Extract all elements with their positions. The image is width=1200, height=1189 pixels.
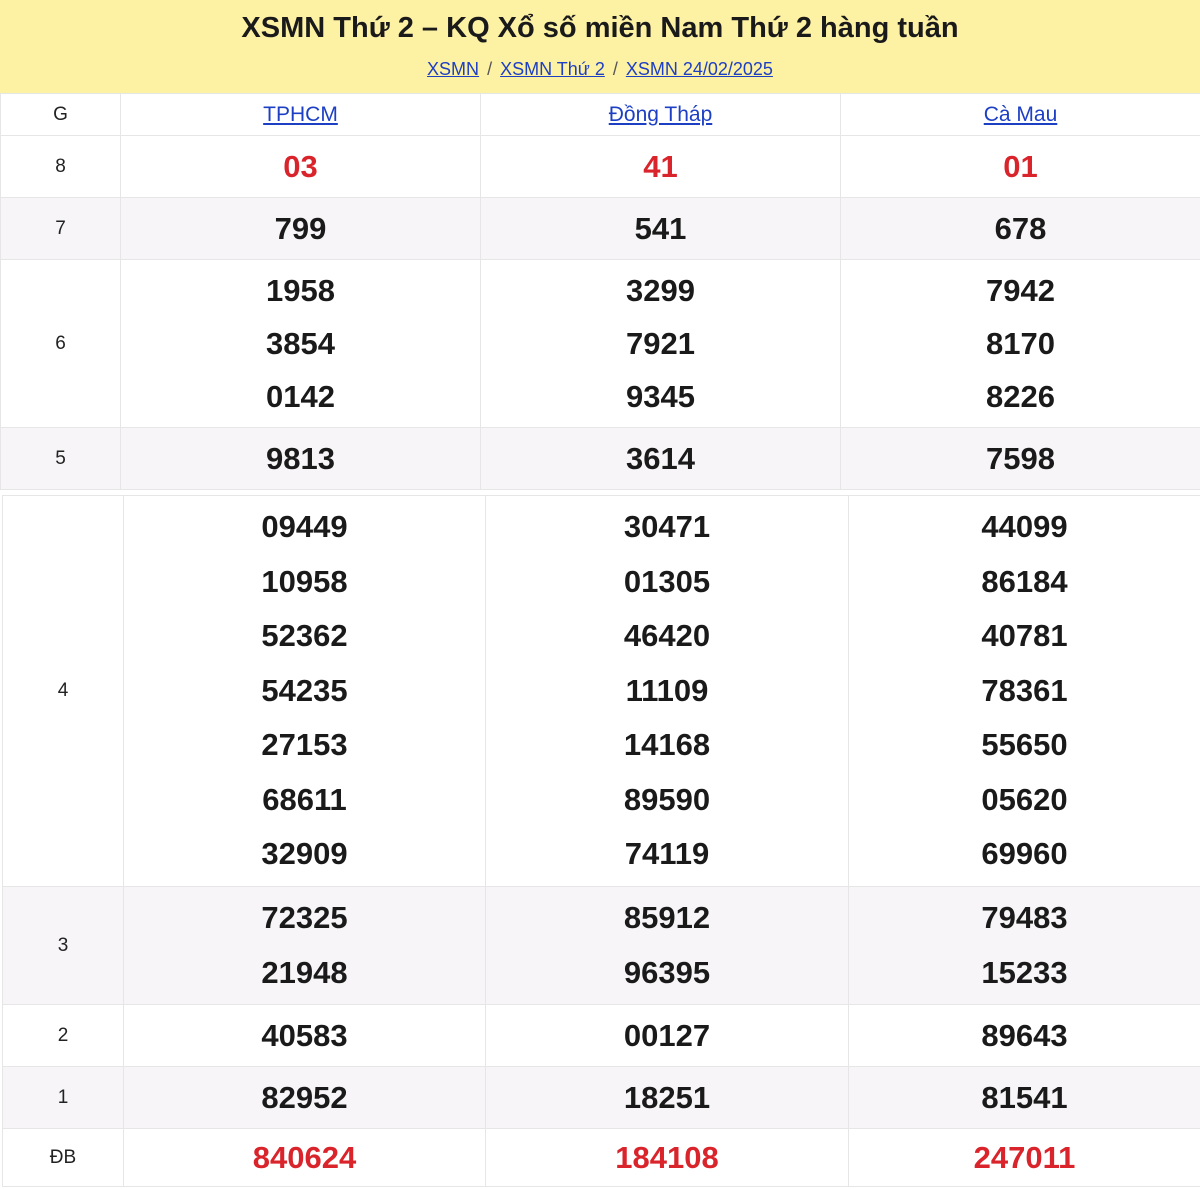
result-number: 40583 (261, 1017, 348, 1053)
result-number: 11109 (625, 672, 709, 708)
result-cell (486, 1129, 849, 1187)
result-cell (124, 1005, 486, 1067)
table-header-row (1, 94, 1200, 136)
prize-column-header: G (1, 94, 121, 136)
breadcrumb-link-xsmn-date[interactable]: XSMN 24/02/2025 (625, 59, 773, 79)
result-number: 82952 (261, 1079, 348, 1115)
result-number: 7598 (986, 440, 1055, 476)
result-cell (486, 1005, 849, 1067)
result-cell (481, 428, 841, 490)
prize-row-7 (1, 198, 1200, 260)
prize-row-6 (1, 260, 1200, 428)
result-cell (124, 1129, 486, 1187)
result-number: 799 (274, 210, 327, 246)
result-number: 44099 (981, 509, 1068, 545)
result-number: 678 (994, 210, 1047, 246)
prize-label: 8 (1, 136, 121, 198)
result-number: 27153 (261, 727, 348, 763)
prize-row-8 (1, 136, 1200, 198)
result-number: 3854 (266, 326, 335, 361)
breadcrumb-link-xsmn-thu-2[interactable]: XSMN Thứ 2 (500, 59, 605, 79)
result-cell (121, 136, 481, 198)
result-number: 69960 (981, 836, 1068, 872)
province-header-tphcm (121, 94, 481, 136)
result-number: 01 (1003, 148, 1038, 184)
result-number: 8226 (986, 379, 1055, 414)
special-prize-number: 184108 (615, 1139, 719, 1175)
prize-label: 7 (1, 198, 121, 260)
province-link-tphcm[interactable]: TPHCM (263, 102, 338, 126)
result-cell (481, 260, 841, 428)
result-number: 541 (634, 210, 687, 246)
page-title: XSMN Thứ 2 – KQ Xổ số miền Nam Thứ 2 hàng tuần (241, 12, 959, 44)
result-cell (849, 1129, 1200, 1187)
result-cell (841, 260, 1200, 428)
prize-label: 6 (1, 260, 121, 428)
result-number: 14168 (623, 727, 711, 763)
result-cell (121, 428, 481, 490)
result-cell (841, 136, 1200, 198)
result-cell (486, 1067, 849, 1129)
result-number: 79483 (981, 900, 1068, 935)
breadcrumb-separator: / (612, 59, 618, 79)
result-number: 72325 (261, 900, 348, 935)
prize-row-special (3, 1129, 1200, 1187)
result-cell (124, 496, 486, 887)
result-cell (481, 136, 841, 198)
result-number: 7921 (626, 326, 695, 361)
result-cell (849, 496, 1200, 887)
province-header-ca-mau (841, 94, 1200, 136)
result-number: 86184 (981, 563, 1068, 599)
result-number: 09449 (261, 509, 348, 545)
result-number: 01305 (623, 563, 711, 599)
result-cell (121, 198, 481, 260)
prize-row-3 (3, 887, 1200, 1005)
result-cell (124, 887, 486, 1005)
result-number: 89590 (623, 781, 711, 817)
result-cell (486, 887, 849, 1005)
prize-label: 4 (3, 496, 124, 887)
result-number: 68611 (262, 781, 347, 817)
result-cell (849, 1067, 1200, 1129)
special-prize-number: 247011 (973, 1139, 1076, 1175)
result-number: 7942 (986, 273, 1055, 308)
prize-label: 2 (3, 1005, 124, 1067)
special-prize-number: 840624 (252, 1139, 357, 1175)
result-number: 78361 (981, 672, 1068, 708)
result-number: 05620 (981, 781, 1068, 817)
result-cell (121, 260, 481, 428)
result-cell (124, 1067, 486, 1129)
prize-row-4 (3, 496, 1200, 887)
result-number: 30471 (623, 509, 711, 545)
result-number: 32909 (261, 836, 348, 872)
result-number: 55650 (981, 727, 1068, 763)
result-number: 54235 (261, 672, 348, 708)
result-number: 00127 (623, 1017, 711, 1053)
result-number: 9813 (266, 440, 335, 476)
prize-label: ĐB (3, 1129, 124, 1187)
prize-label: 1 (3, 1067, 124, 1129)
result-number: 3614 (626, 440, 695, 476)
result-number: 89643 (981, 1017, 1068, 1053)
result-number: 74119 (624, 836, 710, 872)
province-link-ca-mau[interactable]: Cà Mau (983, 102, 1058, 126)
result-number: 15233 (981, 954, 1068, 990)
result-number: 96395 (623, 954, 711, 990)
result-number: 41 (643, 148, 678, 184)
result-number: 9345 (626, 379, 695, 414)
result-number: 85912 (623, 900, 711, 935)
result-number: 10958 (261, 563, 348, 599)
results-table-lower (2, 495, 1200, 1187)
prize-label: 3 (3, 887, 124, 1005)
result-number: 21948 (261, 954, 348, 990)
prize-row-1 (3, 1067, 1200, 1129)
result-number: 18251 (623, 1079, 711, 1115)
results-table-upper (0, 93, 1200, 490)
prize-row-5 (1, 428, 1200, 490)
result-number: 52362 (261, 618, 348, 654)
province-header-dong-thap (481, 94, 841, 136)
result-cell (486, 496, 849, 887)
province-link-dong-thap[interactable]: Đồng Tháp (608, 102, 713, 126)
prize-label: 5 (1, 428, 121, 490)
result-number: 03 (283, 148, 318, 184)
result-number: 81541 (981, 1079, 1068, 1115)
result-number: 0142 (266, 379, 335, 414)
result-cell (849, 1005, 1200, 1067)
result-number: 3299 (626, 273, 695, 308)
breadcrumb (0, 57, 1200, 81)
result-number: 1958 (266, 273, 335, 308)
breadcrumb-separator: / (487, 59, 493, 79)
result-cell (481, 198, 841, 260)
prize-row-2 (3, 1005, 1200, 1067)
result-cell (841, 198, 1200, 260)
result-cell (841, 428, 1200, 490)
result-number: 46420 (623, 618, 711, 654)
result-number: 8170 (986, 326, 1055, 361)
result-number: 40781 (981, 618, 1068, 654)
breadcrumb-link-xsmn[interactable]: XSMN (427, 59, 480, 79)
page-header (0, 0, 1200, 93)
result-cell (849, 887, 1200, 1005)
